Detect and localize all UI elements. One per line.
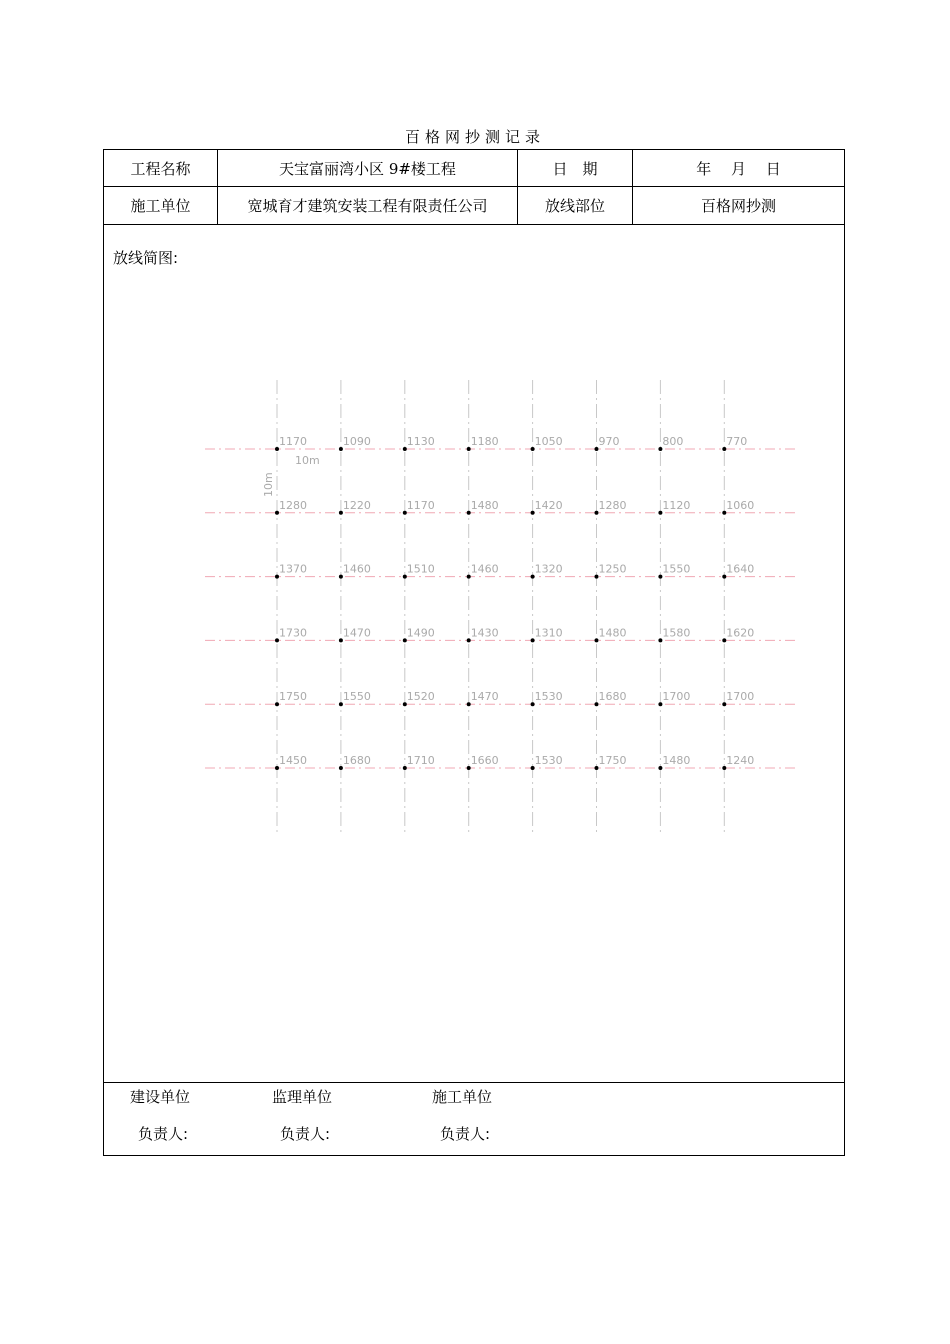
horizontal-spacing-label: 10m [295, 454, 320, 467]
elevation-label: 1240 [726, 754, 755, 767]
elevation-label: 1060 [726, 498, 755, 512]
row-divider-2 [104, 224, 844, 225]
elevation-label: 1680 [598, 690, 627, 704]
record-form [103, 149, 845, 1156]
location-label: 放线部位 [544, 197, 605, 215]
elevation-label: 1310 [534, 626, 563, 640]
elevation-label: 1710 [406, 754, 435, 767]
owner-unit-label: 建设单位 [130, 1088, 191, 1106]
elevation-label: 970 [598, 435, 620, 448]
elevation-label: 1370 [279, 562, 307, 576]
elevation-label: 1420 [534, 498, 563, 512]
owner-responsible-label: 负责人: [138, 1125, 189, 1143]
elevation-label: 1480 [662, 754, 691, 767]
contractor-unit-label: 施工单位 [432, 1088, 493, 1106]
elevation-label: 1470 [342, 626, 371, 640]
elevation-label: 1170 [406, 498, 435, 512]
elevation-label: 1430 [470, 626, 499, 640]
location-value: 百格网抄测 [700, 197, 776, 215]
supervisor-responsible-label: 负责人: [280, 1125, 331, 1143]
row-divider-3 [104, 1082, 844, 1083]
elevation-label: 800 [662, 435, 684, 448]
elevation-label: 1280 [279, 498, 307, 512]
elevation-label: 1320 [534, 562, 563, 576]
elevation-label: 1280 [598, 498, 627, 512]
elevation-label: 1180 [470, 435, 499, 448]
elevation-label: 1750 [279, 690, 307, 704]
project-name-value: 天宝富丽湾小区 9#楼工程 [279, 159, 456, 178]
elevation-label: 1730 [279, 626, 307, 640]
elevation-label: 1460 [342, 562, 371, 576]
supervisor-unit-label: 监理单位 [272, 1088, 333, 1106]
elevation-label: 1090 [342, 435, 371, 448]
elevation-label: 1050 [534, 435, 563, 448]
date-value: 年 月 日 [696, 159, 781, 178]
elevation-label: 1130 [406, 435, 435, 448]
elevation-label: 1120 [662, 498, 691, 512]
elevation-label: 1220 [342, 498, 371, 512]
elevation-label: 1620 [726, 626, 755, 640]
elevation-label: 1510 [406, 562, 435, 576]
document-title: 百格网抄测记录 [404, 128, 545, 146]
contractor-label: 施工单位 [130, 197, 191, 215]
elevation-label: 1480 [598, 626, 627, 640]
project-name-label: 工程名称 [130, 159, 191, 178]
elevation-label: 1490 [406, 626, 435, 640]
elevation-label: 1480 [470, 498, 499, 512]
elevation-label: 1250 [598, 562, 627, 576]
elevation-label: 1550 [662, 562, 691, 576]
elevation-label: 1450 [279, 754, 307, 767]
date-label: 日 期 [552, 159, 598, 178]
contractor-responsible-label: 负责人: [440, 1125, 491, 1143]
contractor-value: 宽城育才建筑安装工程有限责任公司 [247, 197, 488, 215]
elevation-label: 1580 [662, 626, 691, 640]
diagram-label: 放线简图: [113, 249, 179, 267]
elevation-label: 1700 [726, 690, 755, 704]
elevation-label: 1530 [534, 690, 563, 704]
elevation-label: 1530 [534, 754, 563, 767]
elevation-label: 1750 [598, 754, 627, 767]
vertical-spacing-label: 10m [262, 472, 275, 497]
elevation-label: 770 [726, 435, 748, 448]
elevation-label: 1470 [470, 690, 499, 704]
elevation-label: 1170 [279, 435, 307, 448]
elevation-label: 1680 [342, 754, 371, 767]
elevation-label: 1460 [470, 562, 499, 576]
elevation-label: 1700 [662, 690, 691, 704]
elevation-label: 1640 [726, 562, 755, 576]
elevation-label: 1550 [342, 690, 371, 704]
elevation-label: 1520 [406, 690, 435, 704]
elevation-label: 1660 [470, 754, 499, 767]
